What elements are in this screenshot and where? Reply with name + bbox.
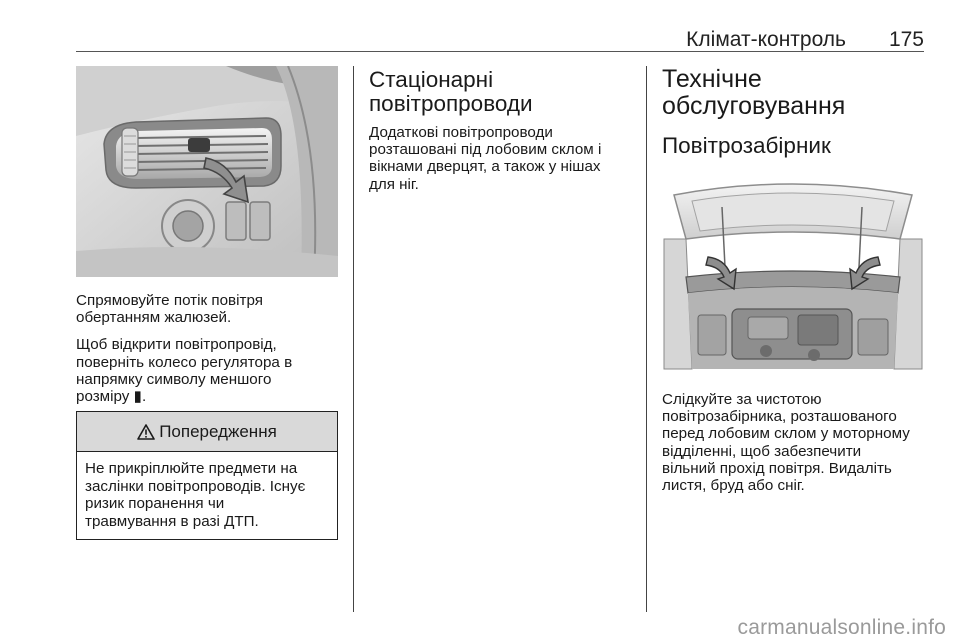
watermark: carmanualsonline.info <box>737 616 946 639</box>
fixed-vents-heading <box>369 68 631 116</box>
column-divider-1 <box>353 66 354 612</box>
text-line: заслінки повітропроводів. Існує <box>85 477 306 495</box>
middle-column <box>369 66 631 193</box>
warning-header <box>77 412 337 452</box>
text-line: ризик поранення чи <box>85 495 225 512</box>
text-line: вікнами дверцят, а також у нішах <box>369 158 601 176</box>
engine-bay-svg <box>662 169 924 379</box>
text-line: Спрямовуйте потік повітря <box>76 292 263 309</box>
fixed-vents-text <box>369 124 631 193</box>
right-column <box>662 66 924 494</box>
header-rule <box>76 51 924 52</box>
section-title: Клімат-контроль <box>686 28 846 51</box>
text-line: обертанням жалюзей. <box>76 309 232 327</box>
warning-title: Попередження <box>159 421 277 441</box>
text-line: розташовані під лобовим склом і <box>369 141 602 159</box>
text-line: вільний прохід повітря. Видаліть <box>662 459 892 477</box>
heading-line: Технічне <box>662 65 762 93</box>
text-line: Додаткові повітропроводи <box>369 124 553 141</box>
column-divider-2 <box>646 66 647 612</box>
text-line: відділенні, щоб забезпечити <box>662 442 862 460</box>
vent-direction-text <box>76 292 338 326</box>
air-intake-text <box>662 391 924 494</box>
heading-line: Стаціонарні <box>369 67 494 92</box>
text-line: травмування в разі ДТП. <box>85 512 259 530</box>
warning-body <box>77 452 337 530</box>
warning-triangle-icon <box>137 424 155 440</box>
text-line: поверніть колесо регулятора в <box>76 353 293 371</box>
air-vent-svg <box>76 66 338 277</box>
warning-box <box>76 411 338 540</box>
text-line: перед лобовим склом у моторному <box>662 425 910 443</box>
air-vent-illustration <box>76 66 338 277</box>
text-line: розміру ▮. <box>76 388 147 406</box>
text-line: Не прикріплюйте предмети на <box>85 460 298 477</box>
vent-open-text <box>76 336 338 405</box>
page-header <box>76 26 924 52</box>
text-line: Слідкуйте за чистотою <box>662 391 822 408</box>
text-line: Щоб відкрити повітропровід, <box>76 336 277 354</box>
text-line: листя, бруд або сніг. <box>662 477 805 495</box>
text-line: повітрозабірника, розташованого <box>662 408 897 426</box>
left-column <box>76 66 338 405</box>
heading-line: обслуговування <box>662 92 846 120</box>
warning-text <box>85 460 329 530</box>
text-line: напрямку символу меншого <box>76 370 272 388</box>
engine-bay-illustration <box>662 169 924 379</box>
page-number: 175 <box>888 28 924 51</box>
heading-line: повітропроводи <box>369 91 533 116</box>
text-line: для ніг. <box>369 175 419 193</box>
maintenance-heading <box>662 66 924 120</box>
air-intake-heading: Повітрозабірник <box>662 133 831 158</box>
